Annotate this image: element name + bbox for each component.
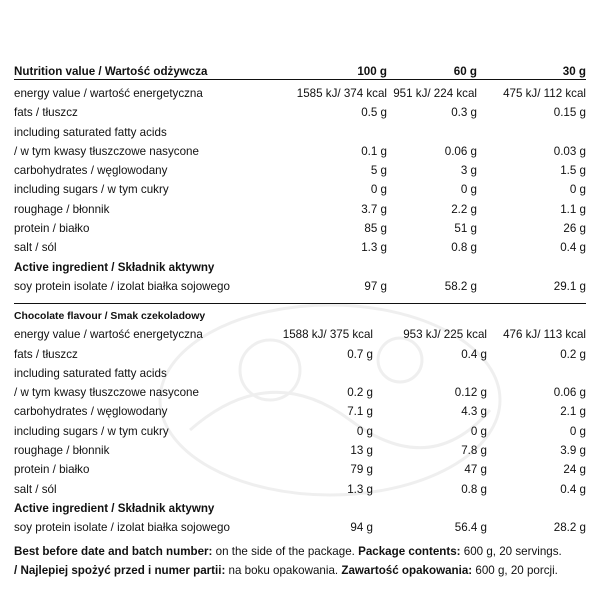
row-label: carbohydrates / węglowodany xyxy=(14,164,168,178)
najlepiej-text: na boku opakowania. xyxy=(225,563,342,577)
row-value-60g: 0 g xyxy=(460,183,477,197)
row-value-60g: 0.8 g xyxy=(461,482,487,496)
table-row xyxy=(14,215,586,234)
package-info-footer xyxy=(14,542,586,580)
section1-rows xyxy=(14,80,586,292)
najlepiej-label: / Najlepiej spożyć przed i numer partii: xyxy=(14,563,226,577)
table-row xyxy=(14,476,586,495)
row-value-100g: 0.2 g xyxy=(347,386,373,400)
row-value-100g: 0.5 g xyxy=(361,106,387,120)
row-label: including sugars / w tym cukry xyxy=(14,183,169,197)
row-label: fats / tłuszcz xyxy=(14,106,78,120)
row-value-100g: 0 g xyxy=(370,183,387,197)
row-value-30g: 0.06 g xyxy=(553,386,586,400)
row-value-60g: 2.2 g xyxy=(451,202,477,216)
row-label: / w tym kwasy tłuszczowe nasycone xyxy=(14,386,199,400)
row-value-60g: 4.3 g xyxy=(461,405,487,419)
table-row xyxy=(14,235,586,254)
row-label: soy protein isolate / izolat białka sojowego xyxy=(14,521,230,535)
row-value-30g: 1.5 g xyxy=(560,164,586,178)
row-label: energy value / wartość energetyczna xyxy=(14,328,203,342)
row-value-100g: 13 g xyxy=(350,444,373,458)
table-row xyxy=(14,273,586,292)
row-value-100g: 7.1 g xyxy=(347,405,373,419)
row-value-60g: 56.4 g xyxy=(454,521,487,535)
table-row xyxy=(14,100,586,119)
table-row xyxy=(14,418,586,437)
active-ingredient-heading-label: Active ingredient / Składnik aktywny xyxy=(14,260,215,274)
row-value-30g: 28.2 g xyxy=(553,521,586,535)
row-value-100g: 3.7 g xyxy=(361,202,387,216)
row-value-60g: 953 kJ/ 225 kcal xyxy=(403,328,487,342)
row-value-100g: 1.3 g xyxy=(361,241,387,255)
header-col-60g: 60 g xyxy=(453,64,477,78)
zawartosc-label: Zawartość opakowania: xyxy=(341,563,473,577)
package-contents-label: Package contents: xyxy=(358,544,461,558)
row-value-30g: 26 g xyxy=(563,222,586,236)
row-label: fats / tłuszcz xyxy=(14,347,78,361)
row-value-30g: 0.4 g xyxy=(560,482,586,496)
row-value-30g: 0.4 g xyxy=(560,241,586,255)
row-value-60g: 3 g xyxy=(460,164,477,178)
row-value-30g: 476 kJ/ 113 kcal xyxy=(503,328,586,342)
row-value-30g: 0 g xyxy=(569,183,586,197)
row-value-60g: 7.8 g xyxy=(461,444,487,458)
header-col-100g: 100 g xyxy=(357,64,387,78)
table-row xyxy=(14,437,586,456)
table-row xyxy=(14,341,586,360)
table-row xyxy=(14,379,586,398)
row-value-100g: 85 g xyxy=(364,222,387,236)
flavour-heading: Chocolate flavour / Smak czekoladowy xyxy=(14,310,206,322)
row-value-100g: 5 g xyxy=(370,164,387,178)
footer-line-polish xyxy=(14,561,586,580)
section-divider xyxy=(14,303,586,304)
package-contents-text: 600 g, 20 servings. xyxy=(460,544,562,558)
row-value-60g: 0.12 g xyxy=(454,386,487,400)
row-label: energy value / wartość energetyczna xyxy=(14,87,203,100)
row-value-100g: 1.3 g xyxy=(347,482,373,496)
table-row xyxy=(14,515,586,534)
table-row xyxy=(14,80,586,99)
row-label: roughage / błonnik xyxy=(14,202,110,216)
row-label: including saturated fatty acids xyxy=(14,125,167,139)
row-value-30g: 29.1 g xyxy=(553,279,586,293)
row-value-30g: 0.03 g xyxy=(553,144,586,158)
row-value-100g: 79 g xyxy=(350,463,373,477)
row-value-60g: 951 kJ/ 224 kcal xyxy=(393,87,477,100)
zawartosc-text: 600 g, 20 porcji. xyxy=(472,563,558,577)
row-value-100g: 97 g xyxy=(364,279,387,293)
row-label: / w tym kwasy tłuszczowe nasycone xyxy=(14,144,199,158)
table-row xyxy=(14,196,586,215)
row-value-60g: 0.4 g xyxy=(461,347,487,361)
table-row xyxy=(14,177,586,196)
row-value-30g: 2.1 g xyxy=(560,405,586,419)
row-value-30g: 0.2 g xyxy=(560,347,586,361)
row-label: including sugars / w tym cukry xyxy=(14,424,169,438)
row-value-30g: 0 g xyxy=(569,424,586,438)
row-value-100g: 1588 kJ/ 375 kcal xyxy=(282,328,373,342)
best-before-label: Best before date and batch number: xyxy=(14,544,213,558)
row-label: salt / sól xyxy=(14,482,57,496)
best-before-text: on the side of the package. xyxy=(212,544,359,558)
row-value-100g: 1585 kJ/ 374 kcal xyxy=(296,87,387,100)
row-value-60g: 51 g xyxy=(454,222,477,236)
section2-rows xyxy=(14,308,586,534)
row-value-60g: 0.8 g xyxy=(451,241,477,255)
header-col-30g: 30 g xyxy=(562,64,586,78)
row-label: soy protein isolate / izolat białka sojowego xyxy=(14,279,230,293)
row-label: protein / białko xyxy=(14,222,90,236)
row-label: roughage / błonnik xyxy=(14,444,110,458)
row-value-60g: 0 g xyxy=(470,424,487,438)
row-value-30g: 475 kJ/ 112 kcal xyxy=(503,87,586,100)
row-label: protein / białko xyxy=(14,463,90,477)
row-value-100g: 0.7 g xyxy=(347,347,373,361)
table-header-row xyxy=(14,58,586,77)
row-value-100g: 0 g xyxy=(356,424,373,438)
row-value-60g: 58.2 g xyxy=(444,279,477,293)
table-row xyxy=(14,457,586,476)
active-ingredient-heading-label: Active ingredient / Składnik aktywny xyxy=(14,501,215,515)
table-row xyxy=(14,119,586,138)
nutrition-table xyxy=(14,58,586,580)
row-value-100g: 94 g xyxy=(350,521,373,535)
row-label: salt / sól xyxy=(14,241,57,255)
row-value-100g: 0.1 g xyxy=(361,144,387,158)
table-row xyxy=(14,322,586,341)
active-ingredient-heading xyxy=(14,495,586,514)
row-value-30g: 1.1 g xyxy=(560,202,586,216)
row-value-30g: 0.15 g xyxy=(553,106,586,120)
row-value-30g: 24 g xyxy=(563,463,586,477)
table-row xyxy=(14,399,586,418)
table-row xyxy=(14,157,586,176)
row-value-60g: 0.06 g xyxy=(444,144,477,158)
header-label: Nutrition value / Wartość odżywcza xyxy=(14,64,208,78)
row-label: carbohydrates / węglowodany xyxy=(14,405,168,419)
footer-line-english xyxy=(14,542,586,561)
row-value-30g: 3.9 g xyxy=(560,444,586,458)
row-value-60g: 0.3 g xyxy=(451,106,477,120)
table-row xyxy=(14,138,586,157)
table-row xyxy=(14,360,586,379)
active-ingredient-heading xyxy=(14,254,586,273)
row-value-60g: 47 g xyxy=(464,463,487,477)
row-label: including saturated fatty acids xyxy=(14,366,167,380)
